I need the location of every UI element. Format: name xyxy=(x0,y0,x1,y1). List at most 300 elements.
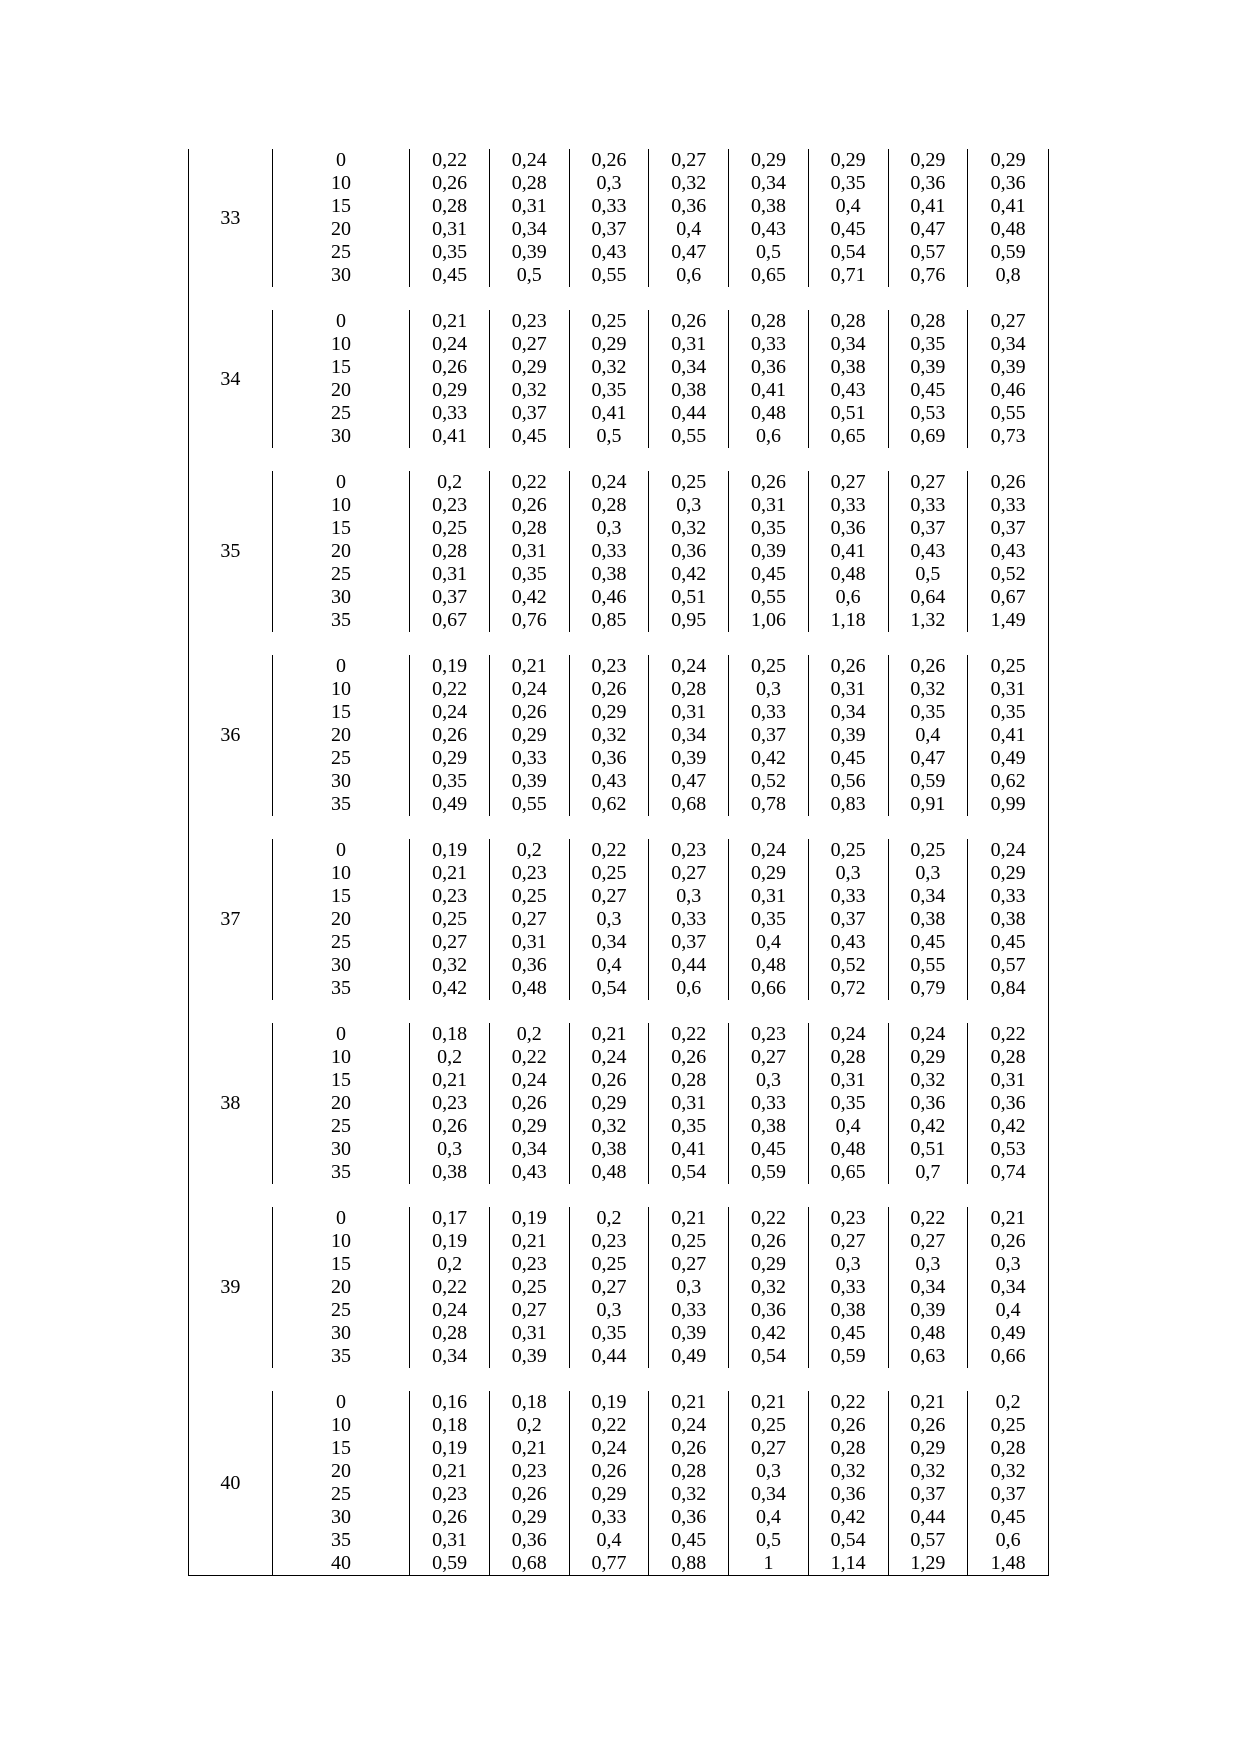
table-cell: 0,23 xyxy=(432,1092,468,1114)
table-cell: 0,36 xyxy=(511,1529,547,1551)
value-column-6 xyxy=(809,310,889,448)
table-cell: 0,4 xyxy=(755,931,781,953)
value-column-5 xyxy=(729,1023,809,1184)
table-cell: 0,37 xyxy=(830,908,866,930)
table-cell: 0,22 xyxy=(432,678,468,700)
table-cell: 0,43 xyxy=(910,540,946,562)
table-cell: 0,52 xyxy=(830,954,866,976)
table-cell: 0,42 xyxy=(830,1506,866,1528)
value-column-4 xyxy=(649,655,729,816)
table-cell: 0,68 xyxy=(511,1552,547,1574)
table-cell: 0,29 xyxy=(511,1506,547,1528)
table-cell: 0,27 xyxy=(671,149,707,171)
table-cell: 0,39 xyxy=(511,770,547,792)
table-cell: 0,25 xyxy=(671,1230,707,1252)
table-cell: 0,22 xyxy=(432,1276,468,1298)
table-cell: 0,28 xyxy=(990,1046,1026,1068)
table-cell: 0,26 xyxy=(511,494,547,516)
table-cell: 0,43 xyxy=(511,1161,547,1183)
group-label-text: 34 xyxy=(220,367,241,390)
temperature-value: 25 xyxy=(330,241,351,263)
table-cell: 0,27 xyxy=(591,1276,627,1298)
table-cell: 0,35 xyxy=(750,908,786,930)
value-column-5 xyxy=(729,149,809,287)
table-cell: 0,25 xyxy=(750,655,786,677)
value-column-2 xyxy=(490,655,570,816)
table-cell: 0,47 xyxy=(910,218,946,240)
temperature-value: 0 xyxy=(335,1023,346,1045)
table-cell: 0,22 xyxy=(990,1023,1026,1045)
temperature-value: 35 xyxy=(330,609,351,631)
table-cell: 0,2 xyxy=(437,471,463,493)
table-cell: 0,48 xyxy=(511,977,547,999)
table-cell: 0,27 xyxy=(671,862,707,884)
table-cell: 0,35 xyxy=(910,701,946,723)
table-cell: 0,2 xyxy=(516,1023,542,1045)
table-cell: 0,65 xyxy=(750,264,786,286)
table-cell: 0,39 xyxy=(671,1322,707,1344)
table-cell: 0,4 xyxy=(596,1529,622,1551)
temperature-value: 35 xyxy=(330,977,351,999)
value-column-8 xyxy=(968,655,1048,816)
table-cell: 0,85 xyxy=(591,609,627,631)
table-cell: 0,48 xyxy=(990,218,1026,240)
table-cell: 0,25 xyxy=(511,1276,547,1298)
table-cell: 0,54 xyxy=(830,1529,866,1551)
table-cell: 0,4 xyxy=(596,954,622,976)
table-cell: 0,34 xyxy=(511,218,547,240)
table-cell: 0,26 xyxy=(671,310,707,332)
table-group-6 xyxy=(189,1207,1048,1391)
table-cell: 0,4 xyxy=(995,1299,1021,1321)
table-cell: 0,42 xyxy=(671,563,707,585)
value-column-5 xyxy=(729,1207,809,1368)
table-cell: 0,5 xyxy=(755,241,781,263)
table-cell: 0,26 xyxy=(671,1437,707,1459)
value-column-1 xyxy=(410,1391,490,1575)
value-column-6 xyxy=(809,839,889,1000)
temperature-column xyxy=(273,149,411,287)
table-cell: 0,3 xyxy=(596,1299,622,1321)
table-cell: 0,34 xyxy=(750,1483,786,1505)
temperature-value: 15 xyxy=(330,517,351,539)
table-cell: 0,78 xyxy=(750,793,786,815)
table-cell: 0,27 xyxy=(511,1299,547,1321)
group-label xyxy=(189,1023,273,1184)
table-cell: 0,34 xyxy=(990,333,1026,355)
table-cell: 0,21 xyxy=(511,1437,547,1459)
table-cell: 0,32 xyxy=(910,1069,946,1091)
table-cell: 0,59 xyxy=(910,770,946,792)
table-cell: 0,27 xyxy=(511,333,547,355)
value-column-7 xyxy=(889,655,969,816)
table-cell: 0,34 xyxy=(910,885,946,907)
table-cell: 1,32 xyxy=(910,609,946,631)
table-cell: 0,45 xyxy=(990,1506,1026,1528)
table-cell: 0,36 xyxy=(671,540,707,562)
table-cell: 0,3 xyxy=(755,1069,781,1091)
table-cell: 0,26 xyxy=(432,356,468,378)
group-label-text: 35 xyxy=(220,540,241,562)
table-cell: 0,34 xyxy=(830,701,866,723)
value-column-2 xyxy=(490,149,570,287)
table-cell: 0,28 xyxy=(671,1460,707,1482)
value-column-2 xyxy=(490,310,570,448)
table-cell: 0,3 xyxy=(995,1253,1021,1275)
group-label-text: 37 xyxy=(220,908,241,930)
table-cell: 0,37 xyxy=(511,402,547,424)
table-cell: 0,49 xyxy=(990,1322,1026,1344)
table-cell: 0,66 xyxy=(750,977,786,999)
value-column-1 xyxy=(410,149,490,287)
table-cell: 0,32 xyxy=(591,356,627,378)
table-cell: 0,25 xyxy=(830,839,866,861)
table-cell: 0,39 xyxy=(671,747,707,769)
table-cell: 0,27 xyxy=(830,471,866,493)
table-cell: 0,36 xyxy=(830,1483,866,1505)
table-cell: 0,41 xyxy=(591,402,627,424)
table-cell: 0,3 xyxy=(596,517,622,539)
table-cell: 0,25 xyxy=(591,310,627,332)
table-cell: 0,26 xyxy=(432,724,468,746)
table-cell: 0,27 xyxy=(910,471,946,493)
table-cell: 0,29 xyxy=(990,149,1026,171)
temperature-value: 10 xyxy=(330,1046,351,1068)
value-column-5 xyxy=(729,471,809,632)
table-cell: 0,33 xyxy=(511,747,547,769)
value-column-2 xyxy=(490,1391,570,1575)
table-cell: 0,54 xyxy=(750,1345,786,1367)
value-column-6 xyxy=(809,655,889,816)
table-cell: 0,55 xyxy=(671,425,707,447)
value-column-4 xyxy=(649,839,729,1000)
table-cell: 0,36 xyxy=(990,1092,1026,1114)
table-cell: 0,53 xyxy=(910,402,946,424)
temperature-value: 0 xyxy=(335,1391,346,1413)
table-cell: 0,26 xyxy=(511,1092,547,1114)
table-cell: 0,45 xyxy=(830,1322,866,1344)
table-cell: 0,6 xyxy=(755,425,781,447)
temperature-value: 0 xyxy=(335,839,346,861)
temperature-value: 20 xyxy=(330,540,351,562)
value-column-7 xyxy=(889,1023,969,1184)
table-cell: 0,62 xyxy=(990,770,1026,792)
table-cell: 0,26 xyxy=(671,1046,707,1068)
table-cell: 0,33 xyxy=(591,195,627,217)
table-cell: 0,79 xyxy=(910,977,946,999)
table-cell: 0,31 xyxy=(511,195,547,217)
table-cell: 0,26 xyxy=(511,1483,547,1505)
table-cell: 0,43 xyxy=(990,540,1026,562)
table-cell: 0,88 xyxy=(671,1552,707,1574)
table-cell: 0,29 xyxy=(591,701,627,723)
table-cell: 0,32 xyxy=(671,172,707,194)
table-group-5 xyxy=(189,1023,1048,1207)
group-label xyxy=(189,149,273,287)
table-cell: 0,36 xyxy=(910,1092,946,1114)
table-cell: 0,38 xyxy=(830,356,866,378)
table-cell: 0,33 xyxy=(830,1276,866,1298)
table-cell: 0,21 xyxy=(432,862,468,884)
table-cell: 0,65 xyxy=(830,425,866,447)
table-cell: 0,41 xyxy=(830,540,866,562)
value-column-5 xyxy=(729,1391,809,1575)
table-cell: 0,83 xyxy=(830,793,866,815)
table-cell: 0,32 xyxy=(511,379,547,401)
table-cell: 0,29 xyxy=(910,1437,946,1459)
table-cell: 0,48 xyxy=(750,954,786,976)
table-cell: 0,26 xyxy=(990,471,1026,493)
temperature-value: 25 xyxy=(330,747,351,769)
table-cell: 0,24 xyxy=(671,1414,707,1436)
table-cell: 0,76 xyxy=(910,264,946,286)
table-cell: 0,31 xyxy=(511,931,547,953)
table-cell: 0,42 xyxy=(432,977,468,999)
table-cell: 0,28 xyxy=(830,310,866,332)
table-cell: 0,25 xyxy=(990,655,1026,677)
value-column-2 xyxy=(490,1207,570,1368)
temperature-column xyxy=(273,655,411,816)
table-cell: 0,39 xyxy=(511,1345,547,1367)
table-cell: 0,21 xyxy=(591,1023,627,1045)
table-cell: 0,17 xyxy=(432,1207,468,1229)
table-cell: 0,31 xyxy=(990,1069,1026,1091)
table-cell: 0,25 xyxy=(990,1414,1026,1436)
table-cell: 0,37 xyxy=(671,931,707,953)
table-cell: 0,22 xyxy=(910,1207,946,1229)
table-cell: 1,18 xyxy=(830,609,866,631)
table-cell: 0,3 xyxy=(676,494,702,516)
table-cell: 0,18 xyxy=(511,1391,547,1413)
table-cell: 0,22 xyxy=(671,1023,707,1045)
table-cell: 0,22 xyxy=(511,1046,547,1068)
table-cell: 0,48 xyxy=(750,402,786,424)
table-cell: 0,32 xyxy=(591,724,627,746)
table-cell: 0,42 xyxy=(990,1115,1026,1137)
temperature-column xyxy=(273,1023,411,1184)
table-cell: 0,3 xyxy=(676,1276,702,1298)
temperature-value: 0 xyxy=(335,655,346,677)
table-cell: 0,27 xyxy=(591,885,627,907)
table-cell: 0,3 xyxy=(596,908,622,930)
table-cell: 0,49 xyxy=(671,1345,707,1367)
temperature-value: 15 xyxy=(330,885,351,907)
table-cell: 0,28 xyxy=(432,540,468,562)
table-cell: 0,31 xyxy=(750,885,786,907)
table-cell: 0,36 xyxy=(671,1506,707,1528)
table-cell: 0,35 xyxy=(671,1115,707,1137)
table-cell: 0,4 xyxy=(835,1115,861,1137)
temperature-value: 30 xyxy=(330,1322,351,1344)
table-cell: 0,35 xyxy=(432,770,468,792)
table-cell: 0,73 xyxy=(990,425,1026,447)
table-cell: 0,43 xyxy=(750,218,786,240)
table-cell: 0,31 xyxy=(432,1529,468,1551)
table-cell: 0,24 xyxy=(830,1023,866,1045)
table-cell: 0,57 xyxy=(990,954,1026,976)
table-cell: 0,32 xyxy=(750,1276,786,1298)
temperature-value: 35 xyxy=(330,1161,351,1183)
table-cell: 0,29 xyxy=(750,1253,786,1275)
table-cell: 0,35 xyxy=(830,1092,866,1114)
table-cell: 0,36 xyxy=(671,195,707,217)
table-cell: 0,59 xyxy=(750,1161,786,1183)
table-cell: 0,31 xyxy=(671,1092,707,1114)
value-column-8 xyxy=(968,1207,1048,1368)
table-cell: 0,29 xyxy=(910,149,946,171)
table-cell: 0,25 xyxy=(591,1253,627,1275)
table-cell: 0,35 xyxy=(910,333,946,355)
temperature-value: 0 xyxy=(335,149,346,171)
table-cell: 0,26 xyxy=(432,1506,468,1528)
table-cell: 0,57 xyxy=(910,1529,946,1551)
table-cell: 0,26 xyxy=(591,678,627,700)
table-cell: 0,24 xyxy=(511,1069,547,1091)
table-cell: 0,24 xyxy=(591,1437,627,1459)
table-cell: 0,38 xyxy=(671,379,707,401)
table-cell: 0,39 xyxy=(910,356,946,378)
table-cell: 0,38 xyxy=(910,908,946,930)
table-cell: 0,37 xyxy=(750,724,786,746)
table-cell: 0,26 xyxy=(591,1069,627,1091)
group-label-text: 33 xyxy=(220,206,241,229)
table-cell: 0,34 xyxy=(671,724,707,746)
table-cell: 0,33 xyxy=(830,885,866,907)
temperature-value: 15 xyxy=(330,701,351,723)
table-cell: 0,31 xyxy=(671,333,707,355)
table-cell: 0,46 xyxy=(990,379,1026,401)
table-cell: 0,21 xyxy=(990,1207,1026,1229)
table-cell: 0,39 xyxy=(511,241,547,263)
table-cell: 0,29 xyxy=(432,747,468,769)
table-cell: 0,31 xyxy=(511,540,547,562)
table-cell: 0,48 xyxy=(830,563,866,585)
value-column-3 xyxy=(570,310,650,448)
table-cell: 0,22 xyxy=(511,471,547,493)
table-cell: 0,3 xyxy=(437,1138,463,1160)
temperature-column xyxy=(273,839,411,1000)
table-cell: 0,29 xyxy=(432,379,468,401)
value-column-3 xyxy=(570,1207,650,1368)
table-cell: 0,76 xyxy=(511,609,547,631)
table-cell: 0,28 xyxy=(671,678,707,700)
temperature-value: 10 xyxy=(330,678,351,700)
table-cell: 0,37 xyxy=(432,586,468,608)
table-cell: 0,24 xyxy=(432,701,468,723)
value-column-8 xyxy=(968,1023,1048,1184)
table-cell: 0,19 xyxy=(432,839,468,861)
table-cell: 0,45 xyxy=(910,931,946,953)
table-cell: 0,18 xyxy=(432,1414,468,1436)
temperature-value: 0 xyxy=(335,310,346,332)
table-cell: 0,42 xyxy=(910,1115,946,1137)
temperature-value: 15 xyxy=(330,195,351,217)
table-cell: 0,84 xyxy=(990,977,1026,999)
table-cell: 0,3 xyxy=(835,862,861,884)
table-cell: 0,26 xyxy=(750,1230,786,1252)
table-cell: 0,21 xyxy=(432,1069,468,1091)
value-column-7 xyxy=(889,310,969,448)
value-column-4 xyxy=(649,1207,729,1368)
table-cell: 0,32 xyxy=(910,678,946,700)
table-cell: 0,29 xyxy=(511,724,547,746)
table-cell: 1,49 xyxy=(990,609,1026,631)
table-cell: 0,37 xyxy=(591,218,627,240)
table-cell: 0,45 xyxy=(432,264,468,286)
table-cell: 0,38 xyxy=(750,195,786,217)
table-cell: 0,39 xyxy=(830,724,866,746)
table-cell: 0,42 xyxy=(511,586,547,608)
table-cell: 0,26 xyxy=(591,149,627,171)
temperature-value: 30 xyxy=(330,264,351,286)
table-cell: 0,31 xyxy=(511,1322,547,1344)
value-column-5 xyxy=(729,655,809,816)
table-cell: 0,33 xyxy=(432,402,468,424)
table-cell: 0,23 xyxy=(432,885,468,907)
table-group-2 xyxy=(189,471,1048,655)
value-column-8 xyxy=(968,310,1048,448)
table-cell: 0,33 xyxy=(591,540,627,562)
table-cell: 1,29 xyxy=(910,1552,946,1574)
table-cell: 0,28 xyxy=(830,1437,866,1459)
table-cell: 0,34 xyxy=(432,1345,468,1367)
table-cell: 0,33 xyxy=(830,494,866,516)
temperature-value: 10 xyxy=(330,494,351,516)
table-cell: 0,36 xyxy=(750,356,786,378)
table-cell: 0,36 xyxy=(830,517,866,539)
table-cell: 0,38 xyxy=(591,1138,627,1160)
table-cell: 0,67 xyxy=(432,609,468,631)
table-cell: 0,52 xyxy=(990,563,1026,585)
table-cell: 0,51 xyxy=(671,586,707,608)
temperature-column xyxy=(273,471,411,632)
temperature-column xyxy=(273,1391,411,1575)
table-cell: 0,4 xyxy=(835,195,861,217)
value-column-4 xyxy=(649,1391,729,1575)
table-cell: 0,31 xyxy=(830,678,866,700)
table-cell: 0,5 xyxy=(755,1529,781,1551)
table-cell: 0,26 xyxy=(990,1230,1026,1252)
table-cell: 0,35 xyxy=(990,701,1026,723)
value-column-7 xyxy=(889,149,969,287)
table-cell: 0,34 xyxy=(511,1138,547,1160)
table-cell: 0,23 xyxy=(591,655,627,677)
table-cell: 0,36 xyxy=(990,172,1026,194)
table-cell: 0,4 xyxy=(915,724,941,746)
table-cell: 0,38 xyxy=(432,1161,468,1183)
value-column-4 xyxy=(649,1023,729,1184)
table-cell: 0,91 xyxy=(910,793,946,815)
temperature-value: 30 xyxy=(330,586,351,608)
value-column-6 xyxy=(809,471,889,632)
table-cell: 0,37 xyxy=(990,1483,1026,1505)
table-cell: 0,24 xyxy=(591,471,627,493)
temperature-value: 35 xyxy=(330,1345,351,1367)
table-cell: 0,99 xyxy=(990,793,1026,815)
table-cell: 0,27 xyxy=(432,931,468,953)
table-cell: 0,3 xyxy=(596,172,622,194)
table-cell: 0,21 xyxy=(511,655,547,677)
value-column-3 xyxy=(570,149,650,287)
table-cell: 0,18 xyxy=(432,1023,468,1045)
table-cell: 0,27 xyxy=(671,1253,707,1275)
table-cell: 0,47 xyxy=(671,770,707,792)
table-cell: 1,48 xyxy=(990,1552,1026,1574)
table-cell: 0,31 xyxy=(432,218,468,240)
table-cell: 0,34 xyxy=(591,931,627,953)
table-cell: 0,67 xyxy=(990,586,1026,608)
table-cell: 0,33 xyxy=(750,333,786,355)
